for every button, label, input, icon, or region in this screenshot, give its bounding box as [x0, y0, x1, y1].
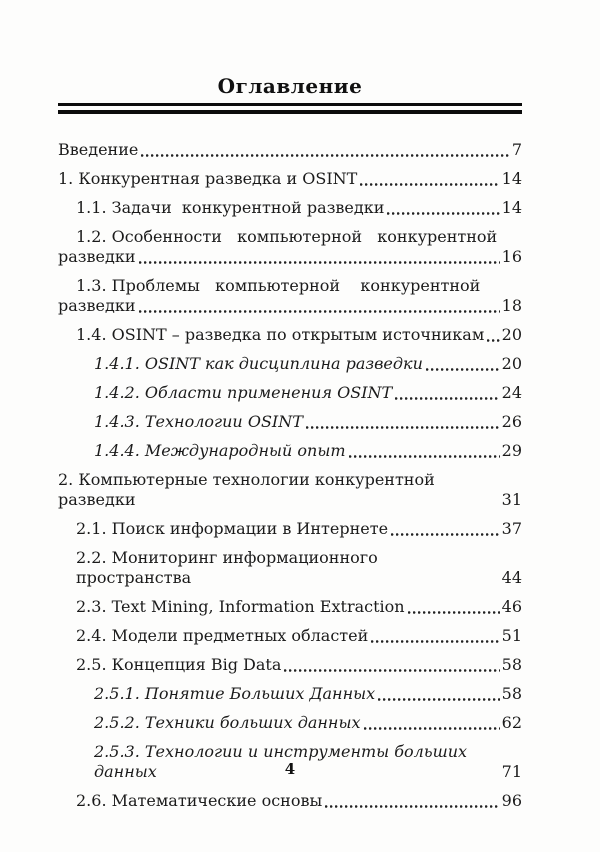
- toc-entry-text: 2.1. Поиск информации в Интернете: [76, 519, 389, 538]
- toc-entry: [58, 227, 522, 267]
- toc-entry: [58, 198, 522, 218]
- dot-leader: [426, 368, 500, 371]
- toc-entry: [58, 169, 522, 189]
- toc-entry-last-line: [58, 354, 522, 374]
- toc-entry-last-line: [58, 519, 522, 539]
- toc-content: [58, 74, 522, 820]
- toc-entry-last-line: [58, 791, 522, 811]
- toc-entry-text: 2.4. Модели предметных областей: [76, 626, 369, 645]
- toc-entry-text: 1.4.2. Области применения OSINT: [94, 383, 393, 402]
- toc-entry-last-line: [58, 325, 522, 345]
- toc-entry-last-line: [58, 470, 522, 510]
- dot-leader: [364, 727, 500, 730]
- toc-entry-text: 2.5.3. Технологии и инструменты больших данных: [94, 742, 473, 781]
- toc-entry: [58, 140, 522, 160]
- toc-page-number: 16: [501, 247, 522, 266]
- toc-entry-line: 1.3. Проблемы компьютерной конкурентной: [76, 276, 481, 295]
- dot-leader: [408, 611, 500, 614]
- toc-entry-text: 1.4.4. Международный опыт: [94, 441, 346, 460]
- toc-page-number: 20: [501, 354, 522, 373]
- toc-entry-text: 1.1. Задачи конкурентной разведки: [76, 198, 385, 217]
- dot-leader: [395, 397, 499, 400]
- dot-leader: [284, 669, 499, 672]
- dot-leader: [378, 698, 499, 701]
- dot-leader: [349, 455, 500, 458]
- toc-entry-text: Введение: [58, 140, 139, 159]
- toc-page-number: 58: [501, 655, 522, 674]
- toc-entry-text: 1. Конкурентная разведка и OSINT: [58, 169, 358, 188]
- toc-page-number: 18: [501, 296, 522, 315]
- dot-leader: [306, 426, 500, 429]
- toc-page-number: 37: [501, 519, 522, 538]
- toc-entry-last-line: [58, 412, 522, 432]
- toc-entry-last-line: [58, 383, 522, 403]
- toc-entry-text: 2.5. Концепция Big Data: [76, 655, 282, 674]
- toc-page-number: 62: [501, 713, 522, 732]
- toc-entry: [58, 441, 522, 461]
- toc-entry: [58, 470, 522, 510]
- toc-page-number: 29: [501, 441, 522, 460]
- page-title: Оглавление: [217, 74, 363, 98]
- toc-page-number: 31: [501, 490, 522, 509]
- toc-entry: [58, 383, 522, 403]
- toc-entry: [58, 791, 522, 811]
- toc-page-number: 14: [501, 169, 522, 188]
- toc-entry-last-line: [58, 169, 522, 189]
- toc-page-number: 20: [501, 325, 522, 344]
- toc-page-number: 14: [501, 198, 522, 217]
- toc-entry-last-line: [58, 247, 522, 267]
- title-double-rule: [58, 103, 522, 114]
- toc-entry-last-line: [58, 597, 522, 617]
- toc-entry: [58, 655, 522, 675]
- toc-page-number: 24: [501, 383, 522, 402]
- toc-entry-last-line: [58, 198, 522, 218]
- toc-page-number: 26: [501, 412, 522, 431]
- toc-entry-last-line: [58, 441, 522, 461]
- toc-page-number: 71: [501, 762, 522, 781]
- folio-page-number: 4: [284, 760, 296, 778]
- dot-leader: [141, 154, 509, 157]
- toc-entry: [58, 325, 522, 345]
- toc-entry-last-line: [58, 548, 522, 588]
- dot-leader: [371, 640, 499, 643]
- toc-entry-last-line: [58, 713, 522, 733]
- toc-entry-text: разведки: [58, 247, 136, 266]
- toc-entry-last-line: [58, 684, 522, 704]
- toc-page-number: 51: [501, 626, 522, 645]
- dot-leader: [325, 805, 499, 808]
- toc-entry-text: 1.4. OSINT – разведка по открытым источникам: [76, 325, 485, 344]
- toc-entry-text: 2.2. Мониторинг информационного пространства: [76, 548, 383, 587]
- dot-leader: [487, 339, 499, 342]
- toc-entry-text: 1.4.1. OSINT как дисциплина разведки: [94, 354, 423, 373]
- toc-entry: [58, 626, 522, 646]
- toc-page-number: 46: [501, 597, 522, 616]
- dot-leader: [139, 310, 500, 313]
- toc-entry: [58, 412, 522, 432]
- toc-entry-last-line: [58, 296, 522, 316]
- toc-entry-last-line: [58, 655, 522, 675]
- toc-entry: [58, 519, 522, 539]
- toc-entry-text: 2.3. Text Mining, Information Extraction: [76, 597, 405, 616]
- toc-entry-line: 1.2. Особенности компьютерной конкурентной: [76, 227, 498, 246]
- toc-entry: [58, 597, 522, 617]
- toc-page-number: 58: [501, 684, 522, 703]
- toc-entry-text: 2. Компьютерные технологии конкурентной разведки: [58, 470, 440, 509]
- toc-entry-text: 2.5.1. Понятие Больших Данных: [94, 684, 376, 703]
- toc-page-number: 96: [501, 791, 522, 810]
- toc-entry-text: 1.4.3. Технологии OSINT: [94, 412, 303, 431]
- toc-page-number: 7: [511, 140, 522, 159]
- dot-leader: [139, 261, 500, 264]
- toc-entry: [58, 276, 522, 316]
- toc-entry: [58, 548, 522, 588]
- toc-entry-text: 2.6. Математические основы: [76, 791, 323, 810]
- dot-leader: [391, 533, 500, 536]
- toc-entry: [58, 354, 522, 374]
- toc-entry: [58, 684, 522, 704]
- toc-entry-last-line: [58, 626, 522, 646]
- toc-list: [58, 140, 522, 811]
- dot-leader: [360, 183, 499, 186]
- dot-leader: [387, 212, 499, 215]
- toc-entry-last-line: [58, 140, 522, 160]
- toc-entry-text: разведки: [58, 296, 136, 315]
- toc-page-number: 44: [501, 568, 522, 587]
- toc-entry-text: 2.5.2. Техники больших данных: [94, 713, 361, 732]
- toc-entry: [58, 713, 522, 733]
